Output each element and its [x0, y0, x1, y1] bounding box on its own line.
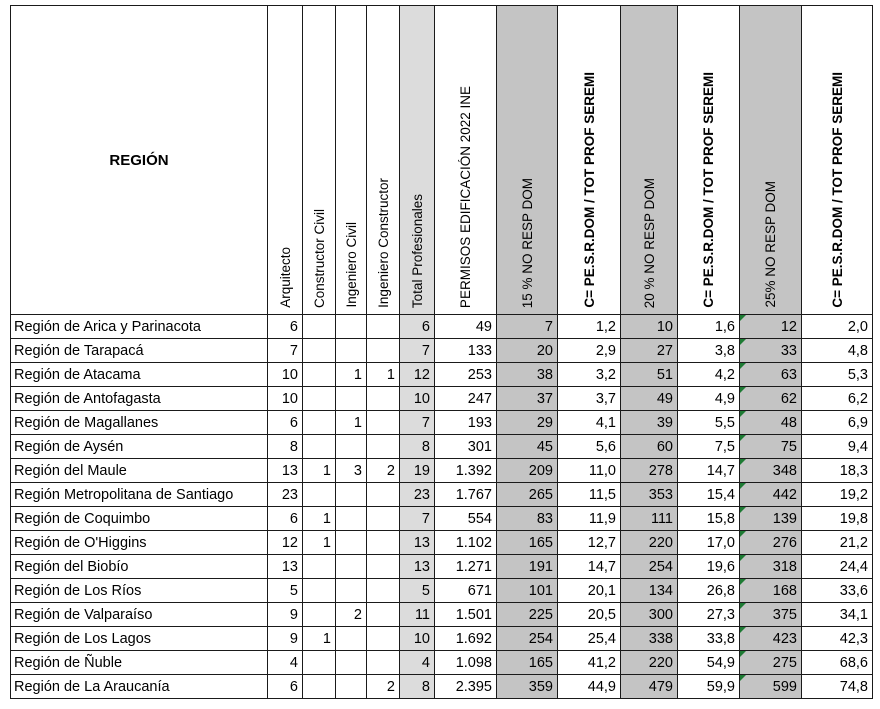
cell-20-no-resp: 479	[621, 675, 678, 699]
table-row	[11, 507, 873, 531]
cell-total-profesionales: 11	[400, 603, 435, 627]
cell-c-15: 3,7	[558, 387, 621, 411]
table-row	[11, 411, 873, 435]
cell-permisos: 554	[435, 507, 497, 531]
cell-25-no-resp: 62	[740, 387, 802, 411]
cell-total-profesionales: 5	[400, 579, 435, 603]
table-row	[11, 627, 873, 651]
cell-15-no-resp: 209	[497, 459, 558, 483]
cell-constructor-civil: 1	[303, 507, 336, 531]
cell-constructor-civil	[303, 483, 336, 507]
table-row	[11, 459, 873, 483]
cell-25-no-resp: 75	[740, 435, 802, 459]
cell-c-15: 4,1	[558, 411, 621, 435]
cell-20-no-resp: 338	[621, 627, 678, 651]
cell-15-no-resp: 7	[497, 315, 558, 339]
cell-20-no-resp: 27	[621, 339, 678, 363]
cell-25-no-resp: 348	[740, 459, 802, 483]
cell-c-25: 68,6	[802, 651, 873, 675]
cell-total-profesionales: 4	[400, 651, 435, 675]
cell-ingeniero-constructor	[367, 387, 400, 411]
cell-c-20: 15,8	[678, 507, 740, 531]
cell-total-profesionales: 10	[400, 387, 435, 411]
cell-region: Región de Coquimbo	[11, 507, 268, 531]
cell-total-profesionales: 13	[400, 531, 435, 555]
cell-15-no-resp: 191	[497, 555, 558, 579]
cell-c-15: 20,5	[558, 603, 621, 627]
cell-arquitecto: 5	[268, 579, 303, 603]
cell-total-profesionales: 7	[400, 507, 435, 531]
cell-c-15: 20,1	[558, 579, 621, 603]
cell-15-no-resp: 101	[497, 579, 558, 603]
cell-arquitecto: 7	[268, 339, 303, 363]
cell-arquitecto: 13	[268, 555, 303, 579]
cell-region: Región del Maule	[11, 459, 268, 483]
cell-constructor-civil	[303, 435, 336, 459]
cell-25-no-resp: 48	[740, 411, 802, 435]
cell-total-profesionales: 19	[400, 459, 435, 483]
cell-ingeniero-civil: 2	[336, 603, 367, 627]
cell-c-20: 4,2	[678, 363, 740, 387]
header-25-no-resp: 25% NO RESP DOM	[740, 6, 802, 315]
cell-arquitecto: 6	[268, 411, 303, 435]
cell-permisos: 193	[435, 411, 497, 435]
cell-permisos: 1.102	[435, 531, 497, 555]
cell-ingeniero-civil	[336, 339, 367, 363]
cell-permisos: 247	[435, 387, 497, 411]
cell-ingeniero-civil	[336, 651, 367, 675]
cell-20-no-resp: 39	[621, 411, 678, 435]
cell-total-profesionales: 23	[400, 483, 435, 507]
cell-ingeniero-constructor	[367, 531, 400, 555]
header-c-20: C= PE.S.R.DOM / TOT PROF SEREMI	[678, 6, 740, 315]
cell-25-no-resp: 276	[740, 531, 802, 555]
cell-25-no-resp: 423	[740, 627, 802, 651]
cell-ingeniero-constructor	[367, 435, 400, 459]
cell-arquitecto: 9	[268, 627, 303, 651]
cell-arquitecto: 6	[268, 315, 303, 339]
cell-15-no-resp: 20	[497, 339, 558, 363]
cell-20-no-resp: 220	[621, 531, 678, 555]
cell-arquitecto: 6	[268, 507, 303, 531]
cell-c-25: 2,0	[802, 315, 873, 339]
header-total-profesionales: Total Profesionales	[400, 6, 435, 315]
cell-c-15: 11,9	[558, 507, 621, 531]
cell-c-15: 14,7	[558, 555, 621, 579]
cell-ingeniero-constructor	[367, 555, 400, 579]
cell-permisos: 49	[435, 315, 497, 339]
header-region: REGIÓN	[11, 6, 268, 315]
cell-region: Región de Los Lagos	[11, 627, 268, 651]
cell-25-no-resp: 375	[740, 603, 802, 627]
cell-c-20: 17,0	[678, 531, 740, 555]
table-body	[11, 315, 873, 699]
cell-c-25: 6,2	[802, 387, 873, 411]
cell-arquitecto: 13	[268, 459, 303, 483]
cell-arquitecto: 9	[268, 603, 303, 627]
cell-ingeniero-civil: 1	[336, 363, 367, 387]
cell-region: Región de Magallanes	[11, 411, 268, 435]
header-ingeniero-civil: Ingeniero Civil	[336, 6, 367, 315]
cell-c-15: 11,0	[558, 459, 621, 483]
cell-c-25: 18,3	[802, 459, 873, 483]
cell-c-20: 1,6	[678, 315, 740, 339]
cell-c-20: 7,5	[678, 435, 740, 459]
cell-permisos: 1.767	[435, 483, 497, 507]
table-row	[11, 579, 873, 603]
cell-c-20: 54,9	[678, 651, 740, 675]
cell-ingeniero-civil	[336, 483, 367, 507]
cell-25-no-resp: 139	[740, 507, 802, 531]
cell-total-profesionales: 6	[400, 315, 435, 339]
cell-c-15: 12,7	[558, 531, 621, 555]
cell-20-no-resp: 134	[621, 579, 678, 603]
cell-c-25: 19,8	[802, 507, 873, 531]
cell-20-no-resp: 300	[621, 603, 678, 627]
cell-20-no-resp: 278	[621, 459, 678, 483]
cell-ingeniero-civil	[336, 675, 367, 699]
cell-25-no-resp: 33	[740, 339, 802, 363]
cell-20-no-resp: 49	[621, 387, 678, 411]
cell-c-25: 6,9	[802, 411, 873, 435]
cell-ingeniero-constructor: 1	[367, 363, 400, 387]
cell-c-20: 59,9	[678, 675, 740, 699]
cell-c-25: 74,8	[802, 675, 873, 699]
cell-25-no-resp: 168	[740, 579, 802, 603]
cell-ingeniero-civil	[336, 531, 367, 555]
cell-25-no-resp: 442	[740, 483, 802, 507]
cell-25-no-resp: 12	[740, 315, 802, 339]
cell-c-25: 4,8	[802, 339, 873, 363]
header-15-no-resp: 15 % NO RESP DOM	[497, 6, 558, 315]
cell-15-no-resp: 45	[497, 435, 558, 459]
cell-arquitecto: 4	[268, 651, 303, 675]
cell-15-no-resp: 254	[497, 627, 558, 651]
cell-25-no-resp: 318	[740, 555, 802, 579]
cell-region: Región de Ñuble	[11, 651, 268, 675]
cell-total-profesionales: 13	[400, 555, 435, 579]
header-permisos: PERMISOS EDIFICACIÓN 2022 INE	[435, 6, 497, 315]
cell-total-profesionales: 8	[400, 675, 435, 699]
table-row	[11, 483, 873, 507]
cell-ingeniero-civil	[336, 507, 367, 531]
cell-ingeniero-civil: 3	[336, 459, 367, 483]
cell-ingeniero-constructor	[367, 315, 400, 339]
cell-c-20: 3,8	[678, 339, 740, 363]
cell-ingeniero-constructor: 2	[367, 675, 400, 699]
cell-permisos: 1.098	[435, 651, 497, 675]
cell-arquitecto: 12	[268, 531, 303, 555]
cell-total-profesionales: 10	[400, 627, 435, 651]
cell-constructor-civil	[303, 339, 336, 363]
cell-arquitecto: 8	[268, 435, 303, 459]
header-constructor-civil: Constructor Civil	[303, 6, 336, 315]
cell-constructor-civil: 1	[303, 627, 336, 651]
cell-permisos: 1.501	[435, 603, 497, 627]
cell-constructor-civil	[303, 651, 336, 675]
cell-permisos: 133	[435, 339, 497, 363]
cell-15-no-resp: 165	[497, 651, 558, 675]
cell-c-20: 5,5	[678, 411, 740, 435]
cell-c-15: 44,9	[558, 675, 621, 699]
cell-c-20: 33,8	[678, 627, 740, 651]
table-row	[11, 315, 873, 339]
cell-constructor-civil	[303, 411, 336, 435]
cell-permisos: 2.395	[435, 675, 497, 699]
cell-c-25: 42,3	[802, 627, 873, 651]
cell-c-15: 5,6	[558, 435, 621, 459]
cell-ingeniero-civil	[336, 315, 367, 339]
table-row	[11, 435, 873, 459]
cell-permisos: 1.271	[435, 555, 497, 579]
cell-c-20: 26,8	[678, 579, 740, 603]
cell-15-no-resp: 359	[497, 675, 558, 699]
cell-total-profesionales: 7	[400, 339, 435, 363]
cell-20-no-resp: 51	[621, 363, 678, 387]
cell-arquitecto: 6	[268, 675, 303, 699]
cell-c-25: 33,6	[802, 579, 873, 603]
cell-ingeniero-constructor	[367, 483, 400, 507]
cell-region: Región Metropolitana de Santiago	[11, 483, 268, 507]
cell-15-no-resp: 83	[497, 507, 558, 531]
cell-arquitecto: 10	[268, 387, 303, 411]
cell-constructor-civil	[303, 579, 336, 603]
cell-15-no-resp: 38	[497, 363, 558, 387]
cell-ingeniero-civil	[336, 387, 367, 411]
cell-ingeniero-constructor	[367, 627, 400, 651]
cell-constructor-civil	[303, 387, 336, 411]
cell-region: Región del Biobío	[11, 555, 268, 579]
table-row	[11, 555, 873, 579]
cell-constructor-civil	[303, 675, 336, 699]
cell-c-25: 34,1	[802, 603, 873, 627]
cell-constructor-civil: 1	[303, 531, 336, 555]
cell-region: Región de Aysén	[11, 435, 268, 459]
cell-20-no-resp: 60	[621, 435, 678, 459]
cell-c-20: 4,9	[678, 387, 740, 411]
table-row	[11, 603, 873, 627]
table-row	[11, 339, 873, 363]
cell-ingeniero-constructor	[367, 579, 400, 603]
cell-15-no-resp: 225	[497, 603, 558, 627]
table-row	[11, 531, 873, 555]
cell-c-20: 14,7	[678, 459, 740, 483]
cell-ingeniero-civil	[336, 555, 367, 579]
cell-ingeniero-civil	[336, 435, 367, 459]
cell-arquitecto: 10	[268, 363, 303, 387]
header-arquitecto: Arquitecto	[268, 6, 303, 315]
cell-c-25: 19,2	[802, 483, 873, 507]
cell-20-no-resp: 10	[621, 315, 678, 339]
cell-region: Región de Valparaíso	[11, 603, 268, 627]
cell-ingeniero-constructor	[367, 411, 400, 435]
cell-15-no-resp: 265	[497, 483, 558, 507]
cell-c-25: 5,3	[802, 363, 873, 387]
professionals-table	[10, 5, 873, 699]
cell-25-no-resp: 275	[740, 651, 802, 675]
cell-permisos: 1.392	[435, 459, 497, 483]
cell-total-profesionales: 12	[400, 363, 435, 387]
cell-constructor-civil: 1	[303, 459, 336, 483]
cell-c-15: 41,2	[558, 651, 621, 675]
cell-permisos: 1.692	[435, 627, 497, 651]
cell-region: Región de Antofagasta	[11, 387, 268, 411]
cell-c-15: 25,4	[558, 627, 621, 651]
cell-c-20: 19,6	[678, 555, 740, 579]
cell-ingeniero-civil: 1	[336, 411, 367, 435]
cell-region: Región de Los Ríos	[11, 579, 268, 603]
cell-c-15: 1,2	[558, 315, 621, 339]
header-row	[11, 6, 873, 315]
header-ingeniero-constructor: Ingeniero Constructor	[367, 6, 400, 315]
cell-c-20: 15,4	[678, 483, 740, 507]
cell-region: Región de Atacama	[11, 363, 268, 387]
cell-c-15: 3,2	[558, 363, 621, 387]
cell-region: Región de Arica y Parinacota	[11, 315, 268, 339]
cell-permisos: 671	[435, 579, 497, 603]
cell-c-15: 11,5	[558, 483, 621, 507]
cell-ingeniero-constructor	[367, 339, 400, 363]
cell-constructor-civil	[303, 363, 336, 387]
table-row	[11, 675, 873, 699]
cell-region: Región de Tarapacá	[11, 339, 268, 363]
cell-ingeniero-civil	[336, 627, 367, 651]
cell-constructor-civil	[303, 603, 336, 627]
cell-20-no-resp: 353	[621, 483, 678, 507]
cell-region: Región de O'Higgins	[11, 531, 268, 555]
cell-c-15: 2,9	[558, 339, 621, 363]
cell-c-25: 9,4	[802, 435, 873, 459]
cell-constructor-civil	[303, 315, 336, 339]
cell-region: Región de La Araucanía	[11, 675, 268, 699]
cell-total-profesionales: 7	[400, 411, 435, 435]
cell-15-no-resp: 165	[497, 531, 558, 555]
cell-c-25: 24,4	[802, 555, 873, 579]
cell-c-20: 27,3	[678, 603, 740, 627]
cell-20-no-resp: 220	[621, 651, 678, 675]
cell-25-no-resp: 63	[740, 363, 802, 387]
table-row	[11, 387, 873, 411]
cell-25-no-resp: 599	[740, 675, 802, 699]
header-c-25: C= PE.S.R.DOM / TOT PROF SEREMI	[802, 6, 873, 315]
cell-20-no-resp: 254	[621, 555, 678, 579]
table-row	[11, 651, 873, 675]
cell-permisos: 253	[435, 363, 497, 387]
table-row	[11, 363, 873, 387]
cell-ingeniero-civil	[336, 579, 367, 603]
cell-ingeniero-constructor	[367, 603, 400, 627]
cell-arquitecto: 23	[268, 483, 303, 507]
cell-15-no-resp: 29	[497, 411, 558, 435]
cell-permisos: 301	[435, 435, 497, 459]
cell-ingeniero-constructor: 2	[367, 459, 400, 483]
cell-constructor-civil	[303, 555, 336, 579]
cell-15-no-resp: 37	[497, 387, 558, 411]
cell-total-profesionales: 8	[400, 435, 435, 459]
cell-ingeniero-constructor	[367, 651, 400, 675]
cell-ingeniero-constructor	[367, 507, 400, 531]
header-c-15: C= PE.S.R.DOM / TOT PROF SEREMI	[558, 6, 621, 315]
cell-20-no-resp: 111	[621, 507, 678, 531]
header-20-no-resp: 20 % NO RESP DOM	[621, 6, 678, 315]
cell-c-25: 21,2	[802, 531, 873, 555]
